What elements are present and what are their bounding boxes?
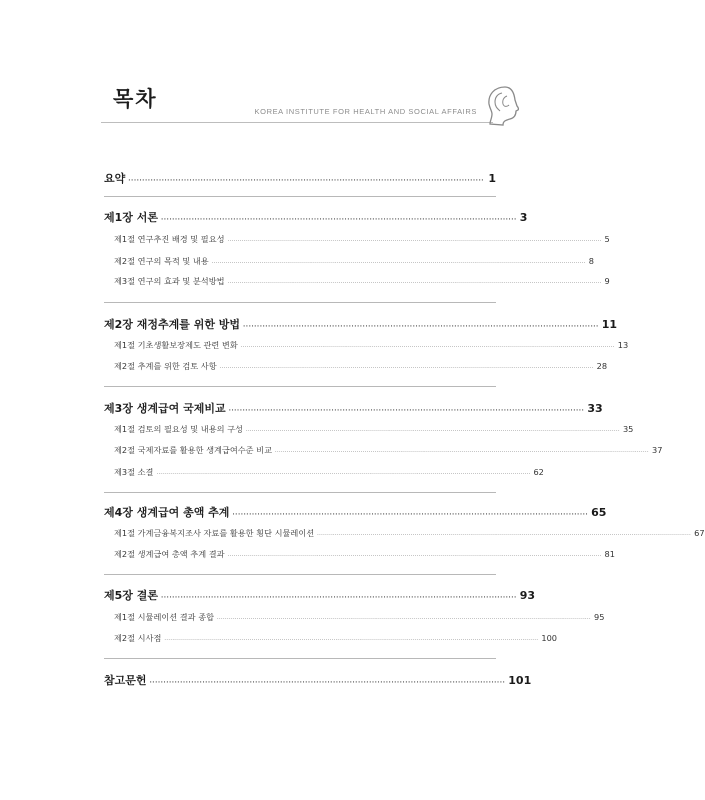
toc-entry-section[interactable]: 제1절 가계금융복지조사 자료를 활용한 횡단 시뮬레이션 ···························································································································································································· 67 bbox=[114, 528, 705, 538]
section-divider bbox=[104, 574, 496, 575]
page-number: 28 bbox=[596, 361, 608, 371]
toc-entry-chapter-1[interactable]: 제1장 서론 ································································································································ 3 bbox=[104, 211, 528, 224]
toc-entry-chapter-3[interactable]: 제3장 생계급여 국제비교 ································································································································ 33 bbox=[104, 402, 603, 415]
toc-entry-section[interactable]: 제1절 검토의 필요성 및 내용의 구성 ···························································································································································································· 35 bbox=[114, 424, 634, 434]
toc-entry-section[interactable]: 제2절 생계급여 총액 추계 결과 ···························································································································································································· 81 bbox=[114, 549, 615, 559]
leader-dots: ···························································································································································································· bbox=[217, 616, 592, 622]
leader-dots: ···························································································································································································· bbox=[274, 449, 649, 455]
institute-name: KOREA INSTITUTE FOR HEALTH AND SOCIAL AFFAIRS bbox=[254, 107, 477, 116]
page-number: 81 bbox=[604, 549, 615, 559]
leader-dots: ································································································································ bbox=[161, 594, 517, 601]
leader-dots: ································································································································ bbox=[149, 679, 506, 686]
toc-entry-section[interactable]: 제2절 국제자료를 활용한 생계급여수준 비교 ···························································································································································································· 37 bbox=[114, 445, 663, 455]
page-number: 100 bbox=[541, 633, 557, 643]
page-number: 65 bbox=[591, 506, 607, 519]
page-number: 5 bbox=[604, 234, 610, 244]
page-number: 67 bbox=[694, 528, 705, 538]
leader-dots: ································································································································ bbox=[128, 177, 485, 184]
toc-entry-section[interactable]: 제2절 추계를 위한 검토 사항 ···························································································································································································· 28 bbox=[114, 361, 608, 371]
page-number: 9 bbox=[604, 276, 610, 286]
toc-entry-section[interactable]: 제1절 시뮬레이션 결과 종합 ···························································································································································································· 95 bbox=[114, 612, 605, 622]
institute-logo-icon bbox=[483, 84, 523, 128]
section-divider bbox=[104, 386, 496, 387]
header-rule bbox=[101, 122, 493, 123]
page-number: 95 bbox=[594, 612, 605, 622]
leader-dots: ································································································································ bbox=[232, 511, 589, 518]
page-number: 101 bbox=[508, 674, 532, 687]
toc-entry-section[interactable]: 제2절 연구의 목적 및 내용 ···························································································································································································· 8 bbox=[114, 256, 594, 266]
toc-entry-section[interactable]: 제2절 시사점 ···························································································································································································· 100 bbox=[114, 633, 557, 643]
page-title: 목차 bbox=[113, 87, 158, 111]
toc-entry-chapter-2[interactable]: 제2장 재정추계를 위한 방법 ································································································································ 11 bbox=[104, 318, 618, 331]
leader-dots: ···························································································································································································· bbox=[156, 471, 531, 477]
section-divider bbox=[104, 302, 496, 303]
page-number: 1 bbox=[488, 172, 496, 185]
toc-entry-chapter-4[interactable]: 제4장 생계급여 총액 추계 ································································································································ 65 bbox=[104, 506, 607, 519]
section-divider bbox=[104, 492, 496, 493]
toc-entry-summary[interactable]: 요약 ································································································································ 1 bbox=[104, 172, 496, 185]
page-number: 62 bbox=[533, 467, 544, 477]
toc-entry-section[interactable]: 제1절 연구추진 배경 및 필요성 ···························································································································································································· 5 bbox=[114, 234, 610, 244]
page-number: 3 bbox=[519, 211, 528, 224]
page-number: 37 bbox=[651, 445, 663, 455]
toc-entry-section[interactable]: 제3절 연구의 효과 및 분석방법 ···························································································································································································· 9 bbox=[114, 276, 610, 286]
toc-entry-references[interactable]: 참고문헌 ································································································································ 101 bbox=[104, 674, 532, 687]
leader-dots: ···························································································································································································· bbox=[227, 280, 602, 286]
toc-entry-chapter-5[interactable]: 제5장 결론 ································································································································ 93 bbox=[104, 589, 536, 602]
leader-dots: ···························································································································································································· bbox=[219, 365, 594, 371]
page-number: 35 bbox=[622, 424, 634, 434]
page-number: 93 bbox=[519, 589, 536, 602]
leader-dots: ···························································································································································································· bbox=[164, 637, 539, 643]
leader-dots: ···························································································································································································· bbox=[227, 238, 602, 244]
page-number: 33 bbox=[587, 402, 603, 415]
page-number: 13 bbox=[617, 340, 629, 350]
section-divider bbox=[104, 196, 496, 197]
toc-entry-section[interactable]: 제3절 소결 ···························································································································································································· 62 bbox=[114, 467, 544, 477]
leader-dots: ································································································································ bbox=[161, 216, 517, 223]
page-number: 8 bbox=[588, 256, 594, 266]
leader-dots: ···························································································································································································· bbox=[227, 553, 602, 559]
leader-dots: ···························································································································································································· bbox=[211, 260, 586, 266]
leader-dots: ···························································································································································································· bbox=[245, 428, 620, 434]
page-number: 11 bbox=[601, 318, 618, 331]
section-divider bbox=[104, 658, 496, 659]
leader-dots: ································································································································ bbox=[243, 323, 599, 330]
leader-dots: ···························································································································································································· bbox=[240, 344, 615, 350]
leader-dots: ································································································································ bbox=[228, 407, 585, 414]
toc-entry-section[interactable]: 제1절 기초생활보장제도 관련 변화 ···························································································································································································· 13 bbox=[114, 340, 629, 350]
leader-dots: ···························································································································································································· bbox=[317, 532, 692, 538]
